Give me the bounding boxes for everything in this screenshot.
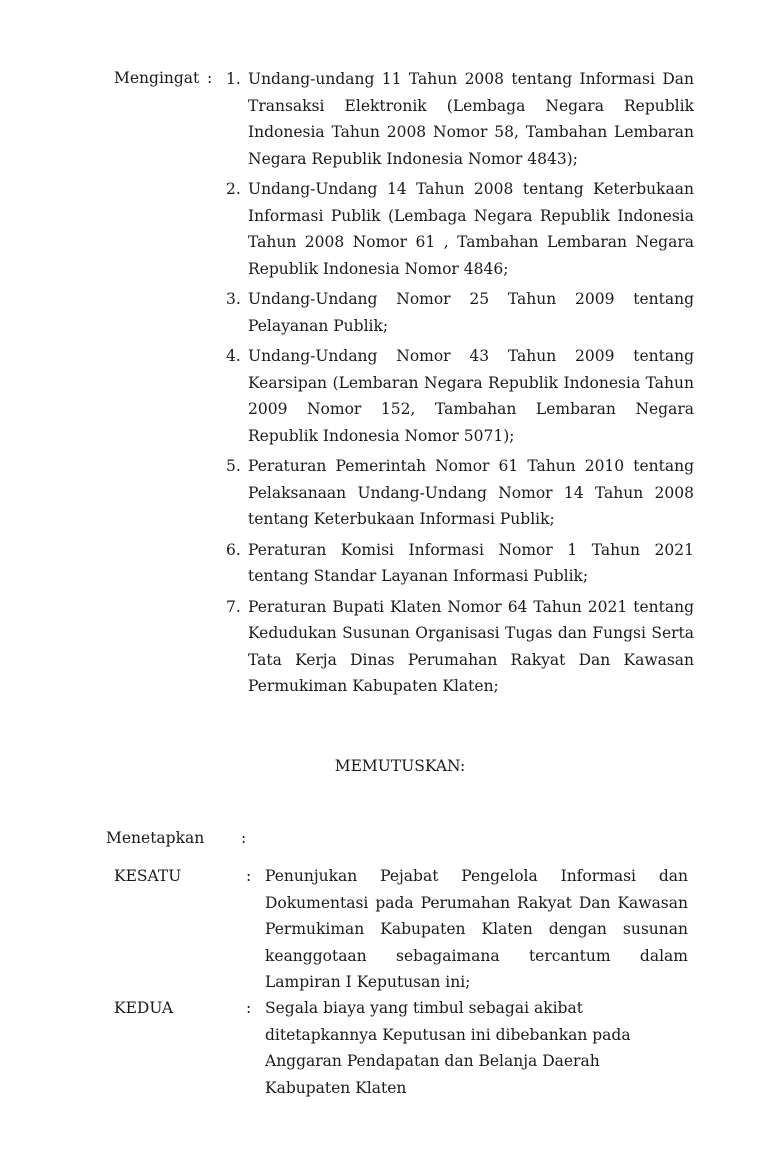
item-number: 1. <box>226 70 241 88</box>
menetapkan-label: Menetapkan <box>106 829 205 847</box>
decision-colon: : <box>246 867 252 885</box>
mengingat-item-5 <box>226 453 694 533</box>
decision-key: KEDUA <box>114 999 174 1017</box>
item-number: 6. <box>226 540 241 559</box>
item-number: 4. <box>226 347 241 365</box>
mengingat-item-1 <box>226 66 694 172</box>
mengingat-list <box>226 66 694 704</box>
decision-kesatu <box>114 863 694 996</box>
item-text: Peraturan Komisi Informasi Nomor 1 Tahun 2021 tentang Standar Layanan Informasi Publik; <box>248 540 694 585</box>
decision-text: Penunjukan Pejabat Pengelola Informasi dan Dokumentasi pada Perumahan Rakyat Dan Kawasan Permukiman Kabupaten Klaten dengan susunan keanggotaan sebagaimana tercantum dalam Lampiran I Keputusan ini; <box>265 867 688 991</box>
mengingat-colon: : <box>207 69 213 87</box>
item-number: 5. <box>226 457 241 475</box>
mengingat-label: Mengingat <box>114 69 200 87</box>
item-text: Undang-Undang Nomor 25 Tahun 2009 tentang Pelayanan Publik; <box>248 290 694 335</box>
item-number: 2. <box>226 180 241 198</box>
decision-text: Segala biaya yang timbul sebagai akibat ditetapkannya Keputusan ini dibebankan pada Anggaran Pendapatan dan Belanja Daerah Kabupaten Klaten <box>265 999 631 1097</box>
decision-colon: : <box>246 999 252 1017</box>
item-number: 3. <box>226 290 241 308</box>
decision-key: KESATU <box>114 867 182 885</box>
menetapkan-colon: : <box>241 829 247 847</box>
mengingat-item-2 <box>226 176 694 282</box>
mengingat-item-6 <box>226 537 694 590</box>
memutuskan-heading: MEMUTUSKAN: <box>334 757 466 775</box>
mengingat-item-3 <box>226 286 694 339</box>
item-text: Undang-Undang Nomor 43 Tahun 2009 tentang Kearsipan (Lembaran Negara Republik Indonesia Tahun 2009 Nomor 152, Tambahan Lembaran Negara Republik Indonesia Nomor 5071); <box>248 347 694 445</box>
mengingat-item-7 <box>226 594 694 700</box>
item-text: Peraturan Bupati Klaten Nomor 64 Tahun 2021 tentang Kedudukan Susunan Organisasi Tugas dan Fungsi Serta Tata Kerja Dinas Perumahan Rakyat Dan Kawasan Permukiman Kabupaten Klaten; <box>248 597 694 695</box>
item-text: Peraturan Pemerintah Nomor 61 Tahun 2010 tentang Pelaksanaan Undang-Undang Nomor 14 Tahun 2008 tentang Keterbukaan Informasi Publik; <box>248 457 694 528</box>
item-text: Undang-undang 11 Tahun 2008 tentang Informasi Dan Transaksi Elektronik (Lembaga Negara Republik Indonesia Tahun 2008 Nomor 58, Tambahan Lembaran Negara Republik Indonesia Nomor 4843); <box>248 70 694 168</box>
item-number: 7. <box>226 597 241 616</box>
item-text: Undang-Undang 14 Tahun 2008 tentang Keterbukaan Informasi Publik (Lembaga Negara Republik Indonesia Tahun 2008 Nomor 61 , Tambahan Lembaran Negara Republik Indonesia Nomor 4846; <box>248 180 694 278</box>
mengingat-item-4 <box>226 343 694 449</box>
decision-kedua <box>114 995 694 1101</box>
